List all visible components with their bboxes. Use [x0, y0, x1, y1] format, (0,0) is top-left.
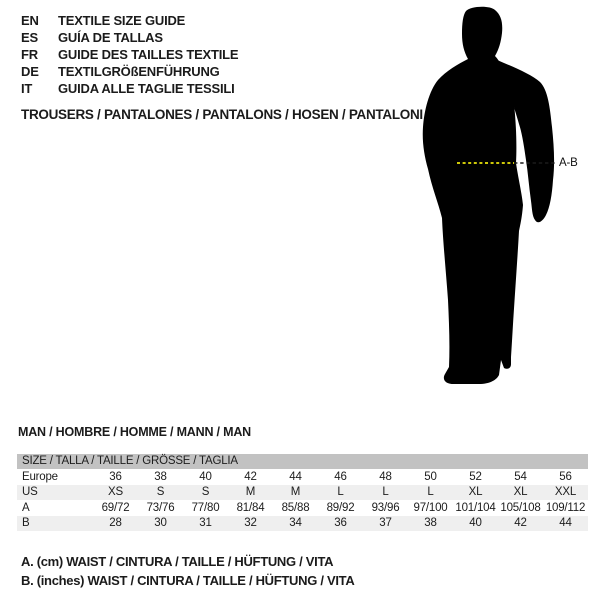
row-label: Europe	[22, 470, 58, 483]
category-title: TROUSERS / PANTALONES / PANTALONS / HOSEN / PANTALONI	[21, 107, 423, 122]
table-cell: 32	[244, 517, 257, 530]
language-row-en	[21, 13, 238, 30]
language-code: FR	[21, 46, 38, 62]
table-cell: 93/96	[371, 501, 400, 514]
measure-notes	[21, 553, 354, 590]
language-label: GUÍA DE TALLAS	[58, 29, 163, 45]
table-cell: S	[201, 486, 210, 499]
table-cell: 38	[424, 517, 437, 530]
man-silhouette-icon	[418, 4, 568, 386]
language-row-it	[21, 81, 238, 98]
table-cell: 81/84	[236, 501, 265, 514]
gender-title: MAN / HOMBRE / HOMME / MANN / MAN	[18, 425, 251, 439]
table-cell: 42	[244, 470, 257, 483]
table-cell: 101/104	[455, 501, 496, 514]
table-cell: 54	[514, 470, 527, 483]
table-cell: 105/108	[500, 501, 541, 514]
table-cell: 28	[109, 517, 122, 530]
table-cell: 40	[469, 517, 482, 530]
table-cell: XL	[468, 486, 483, 499]
table-cell: 85/88	[281, 501, 310, 514]
table-cell: 36	[109, 470, 122, 483]
table-cell: XL	[513, 486, 528, 499]
table-cell: 97/100	[413, 501, 448, 514]
table-header: SIZE / TALLA / TAILLE / GRÖSSE / TAGLIA	[17, 454, 588, 469]
table-cell: M	[290, 486, 301, 499]
table-cell: 69/72	[101, 501, 130, 514]
table-cell: XXL	[554, 486, 577, 499]
table-cell: S	[156, 486, 165, 499]
language-code: ES	[21, 29, 38, 45]
table-cell: 42	[514, 517, 527, 530]
table-cell: 73/76	[146, 501, 175, 514]
table-cell: 46	[334, 470, 347, 483]
language-row-es	[21, 30, 238, 47]
language-code: EN	[21, 13, 39, 28]
language-label: TEXTILE SIZE GUIDE	[58, 13, 186, 28]
table-cell: XS	[108, 486, 123, 499]
language-code: DE	[21, 63, 39, 79]
table-cell: L	[427, 486, 434, 499]
row-label: US	[22, 486, 38, 499]
table-row-a-cm	[17, 500, 588, 516]
table-cell: 40	[199, 470, 212, 483]
table-cell: 31	[199, 517, 212, 530]
table-cell: 56	[559, 470, 572, 483]
table-cell: 44	[559, 517, 572, 530]
measure-label: A-B	[559, 157, 578, 169]
table-cell: 38	[154, 470, 167, 483]
table-cell: 50	[424, 470, 437, 483]
row-label: B	[22, 517, 30, 530]
language-label: TEXTILGRÖßENFÜHRUNG	[58, 63, 220, 79]
language-code: IT	[21, 80, 33, 96]
language-row-fr	[21, 47, 238, 64]
note-b-inches: B. (inches) WAIST / CINTURA / TAILLE / HÜFTUNG / VITA	[21, 572, 355, 588]
language-label: GUIDE DES TAILLES TEXTILE	[58, 46, 239, 62]
note-a-cm: A. (cm) WAIST / CINTURA / TAILLE / HÜFTUNG / VITA	[21, 554, 334, 569]
table-cell: M	[245, 486, 256, 499]
table-cell: 30	[154, 517, 167, 530]
table-row-b-inches	[17, 516, 588, 532]
language-row-de	[21, 64, 238, 81]
table-cell: 36	[334, 517, 347, 530]
row-label: A	[22, 501, 30, 514]
language-label: GUIDA ALLE TAGLIE TESSILI	[58, 80, 235, 96]
table-cell: 37	[379, 517, 392, 530]
table-row-europe	[17, 469, 588, 485]
table-cell: L	[337, 486, 344, 499]
waist-measure-line	[456, 157, 560, 169]
language-list	[21, 13, 238, 98]
table-cell: 89/92	[326, 501, 355, 514]
table-cell: 34	[289, 517, 302, 530]
table-cell: 52	[469, 470, 482, 483]
table-row-us	[17, 485, 588, 501]
table-cell: 44	[289, 470, 302, 483]
table-cell: 109/112	[545, 501, 586, 514]
table-cell: L	[382, 486, 389, 499]
table-cell: 77/80	[191, 501, 220, 514]
table-cell: 48	[379, 470, 392, 483]
size-table	[17, 454, 588, 531]
